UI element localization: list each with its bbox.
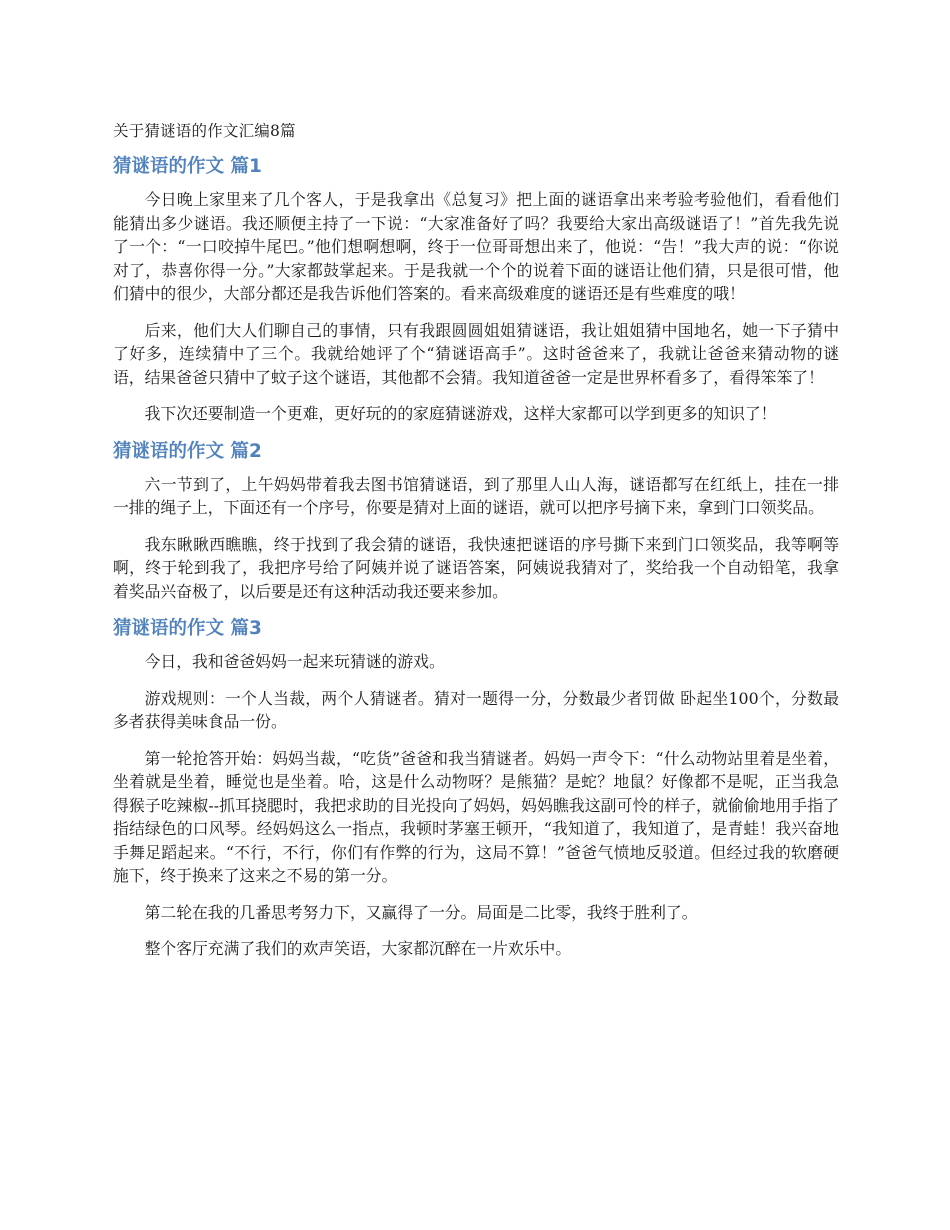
paragraph: 今日，我和爸爸妈妈一起来玩猜谜的游戏。 bbox=[144, 652, 445, 671]
paragraph: 第一轮抢答开始：妈妈当裁，“吃货”爸爸和我当猜谜者。妈妈一声令下：“什么动物站里着是坐着，坐着就是坐着，睡觉也是坐着。哈，这是什么动物呀？是熊猫？是蛇？地鼠？好像都不是呢，正当我急得猴子吃辣椒--抓耳挠腮时，我把求助的目光投向了妈妈，妈妈瞧我这副可怜的样子，就偷偷地用手指了指结绿色的口风琴。经妈妈这么一指点，我顿时茅塞王顿开，“我知道了，我知道了，是青蛙！我兴奋地手舞足蹈起来。“不行，不行，你们有作弊的行为，这局不算！”爸爸气愤地反驳道。但经过我的软磨硬施下，终于换来了这来之不易的第一分。 bbox=[113, 748, 839, 885]
section-3 bbox=[113, 616, 839, 961]
document-title: 关于猜谜语的作文汇编8篇 bbox=[113, 122, 296, 140]
paragraph: 游戏规则：一个人当裁，两个人猜谜者。猜对一题得一分，分数最少者罚做 卧起坐100个，分数最多者获得美味食品一份。 bbox=[113, 688, 839, 731]
paragraph: 六一节到了，上午妈妈带着我去图书馆猜谜语，到了那里人山人海，谜语都写在红纸上，挂在一排一排的绳子上，下面还有一个序号，你要是猜对上面的谜语，就可以把序号摘下来，拿到门口领奖品。 bbox=[113, 474, 839, 517]
paragraph: 整个客厅充满了我们的欢声笑语，大家都沉醉在一片欢乐中。 bbox=[144, 939, 572, 958]
section-heading: 猜谜语的作文 篇1 bbox=[113, 156, 262, 177]
section-1 bbox=[113, 154, 839, 426]
paragraph: 第二轮在我的几番思考努力下，又赢得了一分。局面是二比零，我终于胜利了。 bbox=[144, 902, 698, 922]
paragraph: 我东瞅瞅西瞧瞧，终于找到了我会猜的谜语，我快速把谜语的序号撕下来到门口领奖品，我等啊等啊，终于轮到我了，我把序号给了阿姨并说了谜语答案，阿姨说我猜对了，奖给我一个自动铅笔，我拿着奖品兴奋极了，以后要是还有这种活动我还要来参加。 bbox=[113, 534, 839, 601]
section-2 bbox=[113, 439, 839, 604]
section-heading: 猜谜语的作文 篇2 bbox=[113, 440, 262, 462]
paragraph: 今日晚上家里来了几个客人，于是我拿出《总复习》把上面的谜语拿出来考验考验他们，看看他们能猜出多少谜语。我还顺便主持了一下说：“大家准备好了吗？我要给大家出高级谜语了！”首先我先说了一个：“一口咬掉牛尾巴。”他们想啊想啊，终于一位哥哥想出来了，他说：“告！”我大声的说：“你说对了，恭喜你得一分。”大家都鼓掌起来。于是我就一个个的说着下面的谜语让他们猜，只是很可惜，他们猜中的很少，大部分都还是我告诉他们答案的。看来高级难度的谜语还是有些难度的哦！ bbox=[113, 190, 839, 303]
paragraph: 我下次还要制造一个更难，更好玩的的家庭猜谜游戏，这样大家都可以学到更多的知识了！ bbox=[144, 404, 777, 423]
section-heading: 猜谜语的作文 篇3 bbox=[113, 618, 262, 639]
document-page bbox=[113, 120, 839, 974]
paragraph: 后来，他们大人们聊自己的事情，只有我跟圆圆姐姐猜谜语，我让姐姐猜中国地名，她一下子猜中了好多，连续猜中了三个。我就给她评了个“猜谜语高手”。这时爸爸来了，我就让爸爸来猜动物的谜语，结果爸爸只猜中了蚊子这个谜语，其他都不会猜。我知道爸爸一定是世界杯看多了，看得笨笨了！ bbox=[113, 320, 839, 387]
